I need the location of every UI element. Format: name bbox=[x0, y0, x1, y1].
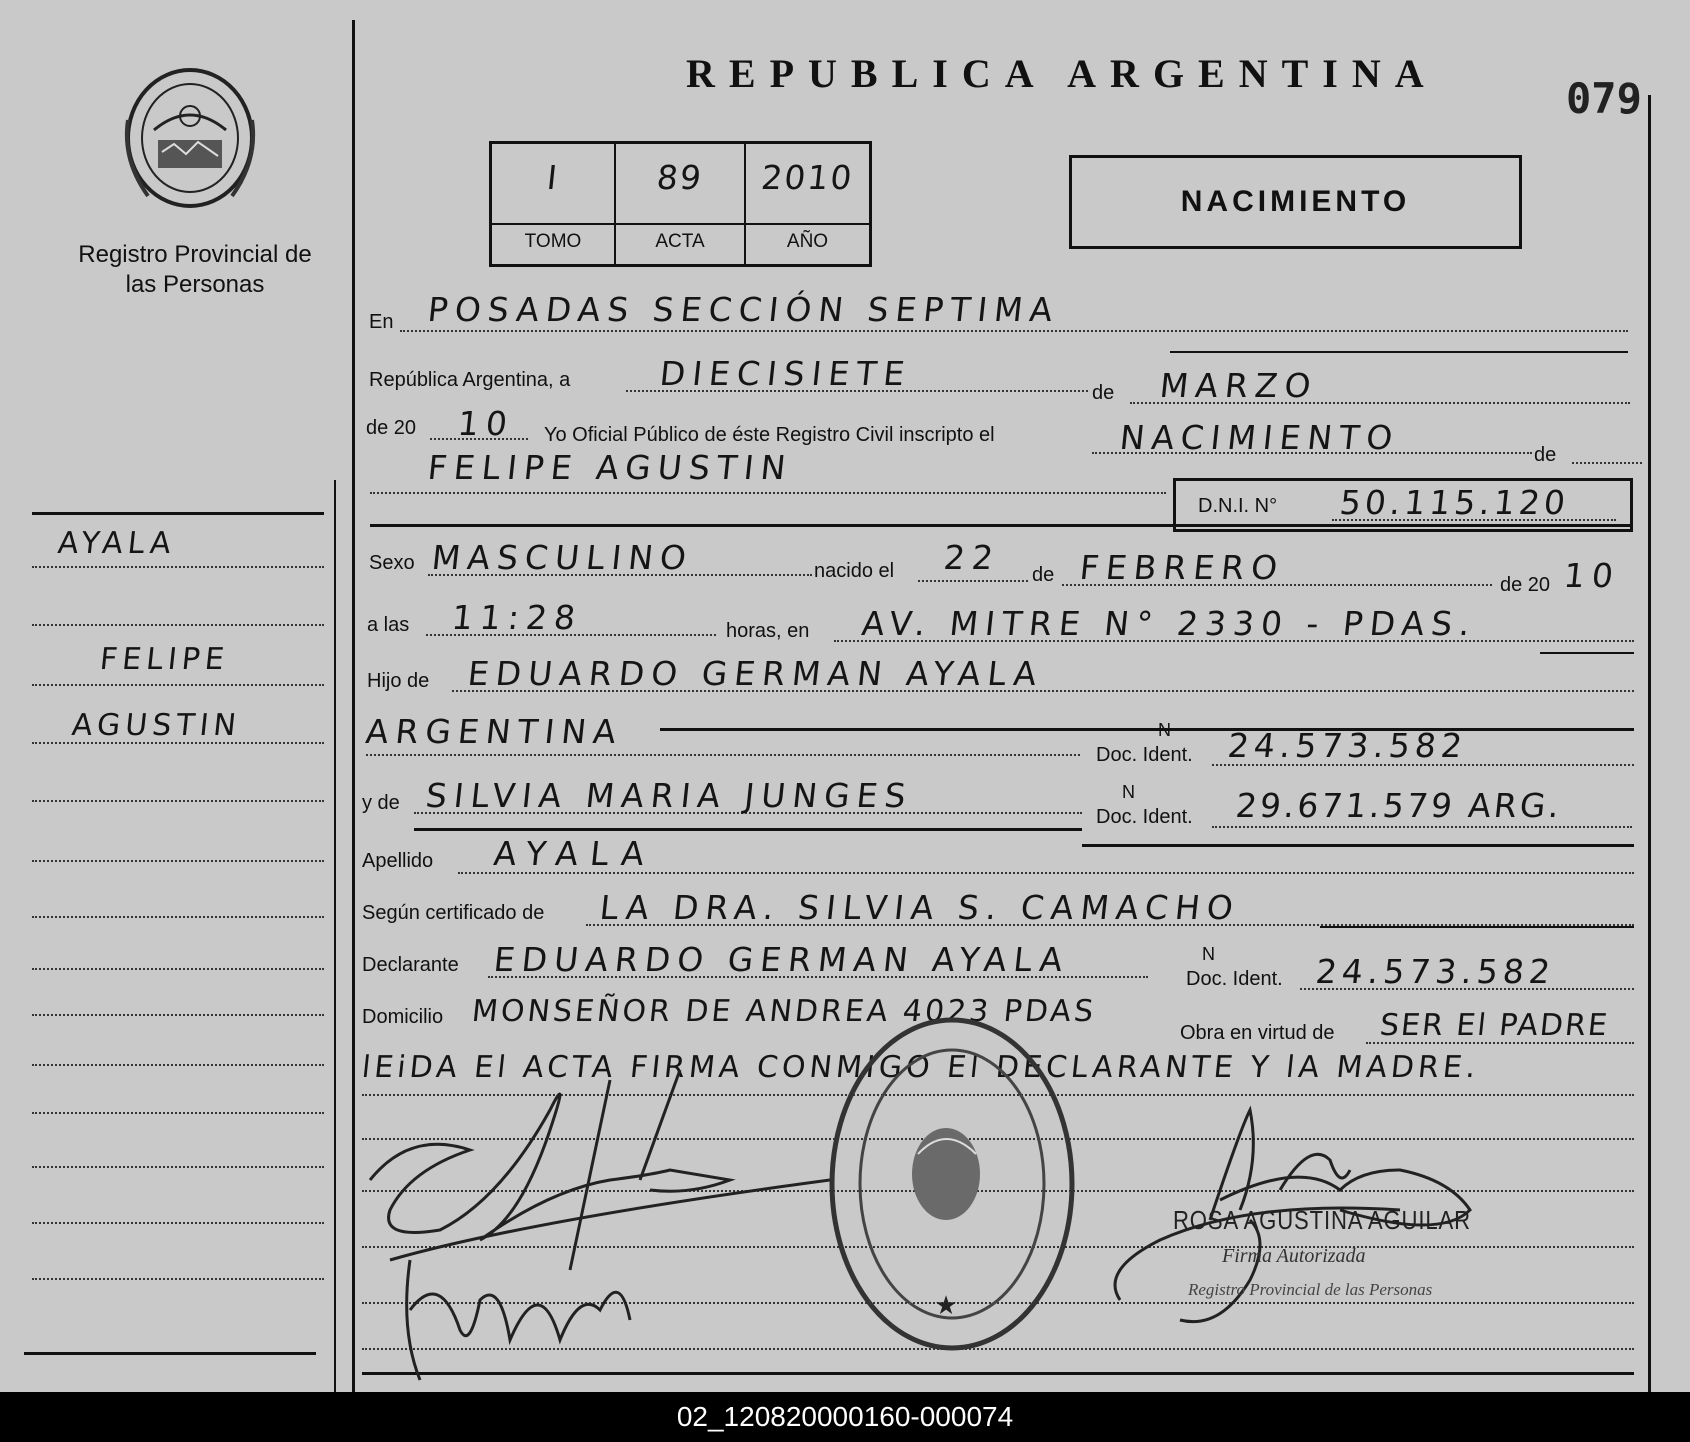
section-rule-3 bbox=[414, 828, 1082, 831]
section-rule-2 bbox=[660, 728, 1634, 731]
apellido-label: Apellido bbox=[362, 850, 434, 872]
official-role: Firma Autorizada bbox=[1222, 1245, 1366, 1267]
image-id: 02_120820000160-000074 bbox=[676, 1401, 1014, 1432]
declarante-doc: 24.573.582 bbox=[1313, 952, 1558, 991]
anio-value: 2010 bbox=[759, 158, 856, 197]
section-rule-1 bbox=[370, 524, 1632, 527]
official-org: Registro Provincial de las Personas bbox=[1188, 1280, 1433, 1299]
right-border bbox=[1648, 95, 1651, 1392]
mother-doc-line bbox=[1212, 826, 1632, 828]
father-name: EDUARDO GERMAN AYALA bbox=[465, 654, 1046, 693]
sidebar-line bbox=[32, 860, 324, 862]
doc-label-2: Doc. Ident. bbox=[1096, 806, 1193, 828]
tomo-label-cell bbox=[492, 225, 616, 264]
declarant-signature-icon bbox=[350, 1070, 830, 1392]
domicilio-value: MONSEÑOR DE ANDREA 4023 PDAS bbox=[470, 994, 1098, 1029]
sidebar-line bbox=[32, 1278, 324, 1280]
sidebar-line bbox=[32, 1064, 324, 1066]
official-name: ROSA AGUSTINA AGUILAR bbox=[1173, 1205, 1471, 1235]
dni-label: D.N.I. N° bbox=[1198, 495, 1278, 517]
sidebar-line bbox=[32, 566, 324, 568]
child-name-line bbox=[370, 492, 1166, 494]
sidebar-line bbox=[32, 800, 324, 802]
acta-label: ACTA bbox=[655, 231, 705, 252]
place-value: POSADAS SECCIÓN SEPTIMA bbox=[425, 290, 1062, 329]
acta-label-cell bbox=[616, 225, 746, 264]
declarante-label: Declarante bbox=[362, 954, 459, 976]
event-value: NACIMIENTO bbox=[1117, 418, 1402, 457]
sidebar-line bbox=[32, 968, 324, 970]
reading-note: lEiDA El ACTA FIRMA CONMIGO El DECLARANTE Y lA MADRE. bbox=[360, 1050, 1482, 1085]
birth-place-rule bbox=[1540, 652, 1634, 654]
year-suffix: 10 bbox=[455, 404, 517, 443]
doc-label-3: Doc. Ident. bbox=[1186, 968, 1283, 990]
sidebar-given-name-2: AGUSTIN bbox=[70, 708, 243, 743]
father-nationality: ARGENTINA bbox=[363, 712, 625, 751]
birth-time: 11:28 bbox=[449, 598, 585, 637]
doc-n-mark-3: N bbox=[1202, 944, 1215, 964]
de-label-2: de bbox=[1534, 444, 1557, 466]
obra-value: SER El PADRE bbox=[1378, 1008, 1611, 1043]
de-label-3: de bbox=[1032, 564, 1055, 586]
registration-table bbox=[489, 141, 872, 267]
acta-value: 89 bbox=[654, 158, 706, 197]
sidebar-line bbox=[32, 742, 324, 744]
mother-name: SILVIA MARIA JUNGES bbox=[423, 776, 915, 815]
birth-day: 22 bbox=[941, 538, 1003, 577]
record-type: NACIMIENTO bbox=[1180, 185, 1411, 218]
month-value: MARZO bbox=[1157, 366, 1320, 405]
sidebar-bottom-rule bbox=[24, 1352, 316, 1355]
sidebar-given-name-1: FELIPE bbox=[98, 642, 231, 677]
sidebar-line bbox=[32, 1112, 324, 1114]
certificado-value: LA DRA. SILVIA S. CAMACHO bbox=[597, 888, 1242, 927]
tomo-cell bbox=[492, 144, 616, 225]
day-words: DIECISIETE bbox=[657, 354, 914, 393]
sidebar-surname: AYALA bbox=[56, 526, 178, 561]
registry-label: Registro Provincial de las Personas bbox=[78, 241, 312, 298]
yde-label: y de bbox=[362, 792, 400, 814]
document-title: REPUBLICA ARGENTINA bbox=[686, 51, 1438, 96]
birth-month: FEBRERO bbox=[1077, 548, 1287, 587]
image-caption-bar bbox=[0, 1392, 1690, 1442]
sidebar-line bbox=[32, 1014, 324, 1016]
obra-label: Obra en virtud de bbox=[1180, 1022, 1335, 1044]
hijo-label: Hijo de bbox=[367, 670, 430, 692]
anio-cell bbox=[746, 144, 869, 225]
en-label: En bbox=[369, 311, 394, 333]
de-label: de bbox=[1092, 382, 1115, 404]
sidebar-line bbox=[32, 624, 324, 626]
certificado-rule bbox=[1320, 926, 1634, 928]
sidebar-line bbox=[32, 1166, 324, 1168]
place-line bbox=[400, 330, 1628, 332]
place-rule bbox=[1170, 351, 1628, 353]
birth-year-suffix: 10 bbox=[1561, 556, 1623, 595]
anio-label: AÑO bbox=[786, 231, 829, 252]
provincial-seal-icon bbox=[118, 60, 262, 215]
birth-day-line bbox=[918, 580, 1028, 582]
birth-place: AV. MITRE N° 2330 - PDAS. bbox=[859, 604, 1479, 643]
dni-value: 50.115.120 bbox=[1337, 483, 1572, 522]
sexo-value: MASCULINO bbox=[429, 538, 696, 577]
de20-label-2: de 20 bbox=[1500, 574, 1551, 596]
sexo-label: Sexo bbox=[369, 552, 415, 574]
certificado-label: Según certificado de bbox=[362, 902, 545, 924]
folio-number: 079 bbox=[1566, 74, 1642, 123]
oficial-label: Yo Oficial Público de éste Registro Civil inscripto el bbox=[544, 424, 995, 446]
sidebar-line bbox=[32, 916, 324, 918]
apellido-value: AYALA bbox=[491, 834, 658, 873]
anio-label-cell bbox=[746, 225, 869, 264]
sidebar-line bbox=[32, 684, 324, 686]
doc-label: Doc. Ident. bbox=[1096, 744, 1193, 766]
de-line bbox=[1572, 462, 1642, 464]
acta-cell bbox=[616, 144, 746, 225]
svg-text:★: ★ bbox=[934, 1291, 958, 1321]
doc-n-mark: N bbox=[1158, 720, 1171, 740]
left-column-divider-2 bbox=[334, 480, 336, 1392]
doc-n-mark-2: N bbox=[1122, 782, 1135, 802]
nacido-label: nacido el bbox=[814, 560, 895, 582]
declarante-value: EDUARDO GERMAN AYALA bbox=[491, 940, 1072, 979]
domicilio-label: Domicilio bbox=[362, 1006, 444, 1028]
horas-label: horas, en bbox=[726, 620, 810, 642]
section-rule-4 bbox=[1082, 844, 1634, 847]
child-name: FELIPE AGUSTIN bbox=[425, 448, 795, 487]
sidebar-line bbox=[32, 1222, 324, 1224]
father-nationality-line bbox=[366, 754, 1080, 756]
alas-label: a las bbox=[367, 614, 410, 636]
tomo-label: TOMO bbox=[524, 231, 582, 252]
republica-label: República Argentina, a bbox=[369, 369, 571, 391]
de20-label: de 20 bbox=[366, 417, 417, 439]
mother-doc: 29.671.579 ARG. bbox=[1233, 786, 1565, 825]
tomo-value: I bbox=[545, 158, 561, 197]
record-type-box bbox=[1069, 155, 1522, 249]
sidebar-top-rule bbox=[32, 512, 324, 515]
father-doc: 24.573.582 bbox=[1225, 726, 1470, 765]
official-stamp-icon bbox=[826, 1014, 1078, 1354]
